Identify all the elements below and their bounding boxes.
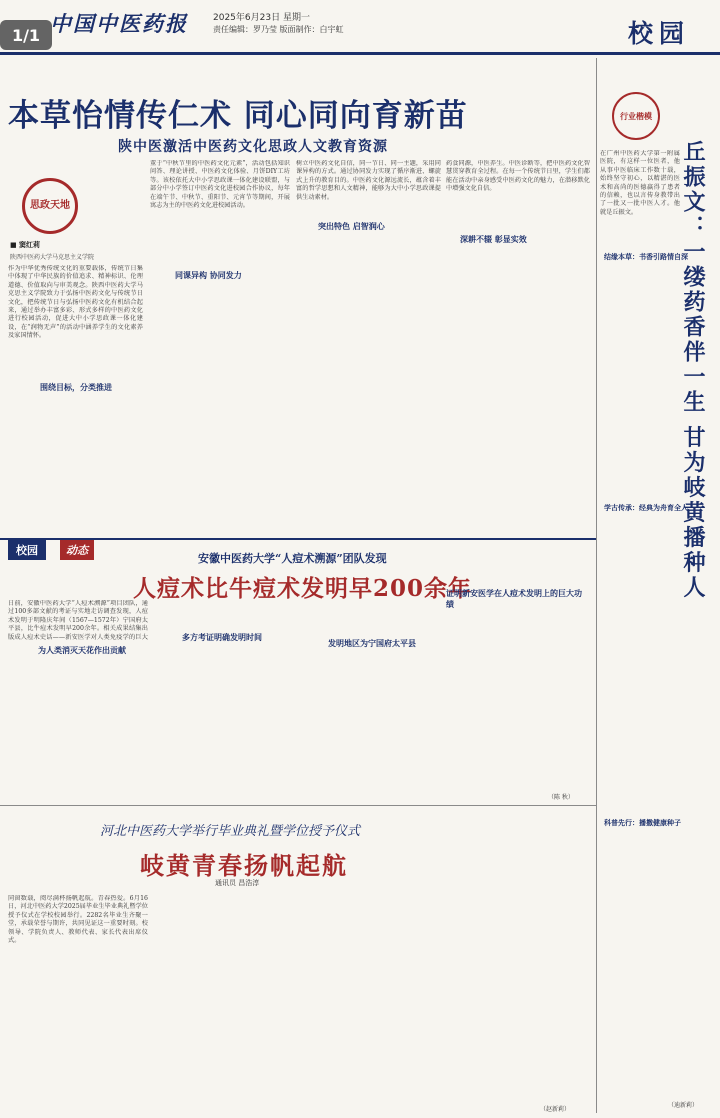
sidebar-body: 在广州中医药大学第一附属医院，有这样一位医者，他从事中医临床工作数十载，始终坚守初心，以精湛的医术和高尚的医德赢得了患者的信赖，也以言传身教带出了一批又一批中医人才。他就是丘振文。 bbox=[600, 150, 680, 216]
section-label: 校园 bbox=[8, 540, 46, 560]
lead-column-2: 董于“中秋节里的中医药文化元素”，活动包括知识问答、理论讲授、中医药文化体验、月饼DIY工坊等。该校依托大中小学思政课一体化建设联盟，与部分中小学签订中医药文化进校园合作协议，每年在端午节、中秋节、重阳节、元宵节等期间，开展寓志为主的中医药文化进校园活动。 bbox=[150, 160, 290, 210]
lead-headline: 本草怡情传仁术 同心同向育新苗 bbox=[8, 98, 468, 134]
sidebar-subhead-2: 学古传承：经典为舟育全人 bbox=[604, 504, 688, 512]
article2-subhead-4: 证明新安医学在人痘术发明上的巨大功绩 bbox=[446, 589, 582, 609]
masthead-logo: 中国中医药报 bbox=[50, 11, 188, 36]
sidebar-end-mark: （迪新莉） bbox=[668, 1102, 699, 1109]
article2-kicker: 安徽中医药大学“人痘术溯源”团队发现 bbox=[198, 552, 387, 565]
lead-subhead-2: 同课异构 协同发力 bbox=[175, 271, 242, 280]
lead-subhead-1: 围绕目标，分类推进 bbox=[40, 383, 112, 392]
lead-subhead-4: 深耕不辍 彰显实效 bbox=[460, 235, 527, 244]
sidebar-divider bbox=[596, 58, 597, 1113]
section-title: 校园 bbox=[628, 19, 691, 48]
column-stamp-icon bbox=[22, 178, 78, 234]
issue-date: 2025年6月23日 星期一 bbox=[213, 13, 310, 23]
sidebar-headline: 丘振文：一缕药香伴一生 甘为岐黄播种人 bbox=[680, 140, 706, 601]
lead-byline: ■ 窦红莉 bbox=[10, 241, 41, 249]
article2-headline: 人痘术比牛痘术发明早200余年 bbox=[133, 575, 473, 602]
sidebar-subhead-1: 结缘本草：书香引路情自深 bbox=[604, 253, 688, 261]
column-stamp-text: 思政天地 bbox=[30, 200, 70, 211]
page-indicator[interactable]: 1/1 bbox=[0, 20, 52, 50]
lead-affiliation: 陕西中医药大学马克思主义学院 bbox=[10, 254, 95, 261]
article2-subhead-3: 发明地区为宁国府太平县 bbox=[328, 639, 416, 648]
sidebar-tag-badge: 行业楷模 bbox=[612, 92, 660, 140]
article2-end-mark: （陈 秋） bbox=[548, 794, 574, 801]
article2-subhead-1: 为人类消灭天花作出贡献 bbox=[38, 646, 126, 655]
article3-end-mark: （赵新莉） bbox=[540, 1106, 571, 1113]
sidebar-subhead-3: 科普先行：播撒健康种子 bbox=[604, 819, 681, 827]
article3-divider bbox=[0, 805, 596, 806]
editors-credit: 责任编辑：罗乃莹 版面制作：白宇虹 bbox=[213, 25, 344, 34]
section-label-accent: 动态 bbox=[60, 540, 94, 560]
article3-body: 同窗数载，阅尽满杯扬帆起航。青春热爱。6月16日，河北中医药大学2025届毕业生毕业典礼暨学位授予仪式在学校校园举行。2282名毕业生齐聚一堂，承载荣誉与期许，共同见证这一重要时刻。校领导、学院负责人、教师代表、家长代表出席仪式。 bbox=[8, 895, 148, 945]
lead-subhead-3: 突出特色 启智润心 bbox=[318, 222, 385, 231]
article2-subhead-2: 多方考证明确发明时间 bbox=[182, 633, 262, 642]
article3-byline: 通讯员 昌浩淳 bbox=[215, 879, 260, 887]
lead-column-1: 作为中华优秀传统文化的重要载体，传统节日集中体现了中华民族的价值追求、精神标识、伦理道德、价值取向与审美观念。陕西中医药大学马克思主义学院致力于弘扬中医药文化与传统节日文化，把传统节日与弘扬中医药文化有机结合起来，通过举办丰富多彩、形式多样的中医药文化进行校园活动，促进大中小学思政课一体化建设，在“润物无声”的活动中涵养学生的文化素养及家国情怀。 bbox=[8, 265, 143, 340]
lead-column-4: 药食同源，中医养生。中医诊断等，把中医药文化智慧贯穿教育全过程。在每一个传统节日里，学生们都能在活动中亲身感受中医药文化的魅力，在潜移默化中增强文化自信。 bbox=[446, 160, 590, 193]
article2-body: 日前，安徽中医药大学“人痘术溯源”项目团队，通过100多部文献的考证与实地走访调查发现，人痘术发明于明隆庆年间（1567—1572年）宁国府太平县，比牛痘术发明早200余年。相关成果结集出版成人痘术史话——新安医学对人类免疫学的巨大 bbox=[8, 600, 148, 640]
lead-subhead: 陕中医激活中医药文化思政人文教育资源 bbox=[118, 139, 388, 155]
article3-headline: 岐黄青春扬帆起航 bbox=[140, 851, 348, 880]
article3-kicker: 河北中医药大学举行毕业典礼暨学位授予仪式 bbox=[100, 824, 361, 839]
lead-column-3: 树立中医药文化自信，同一节日、同一主题，采用同课异构的方式。通过协同发力实现了循序渐进、螺旋式上升的教育目的。中医药文化源远流长，蕴含着丰富的哲学思想和人文精神，能够为大中小学思政课提供生动素材。 bbox=[296, 160, 441, 201]
